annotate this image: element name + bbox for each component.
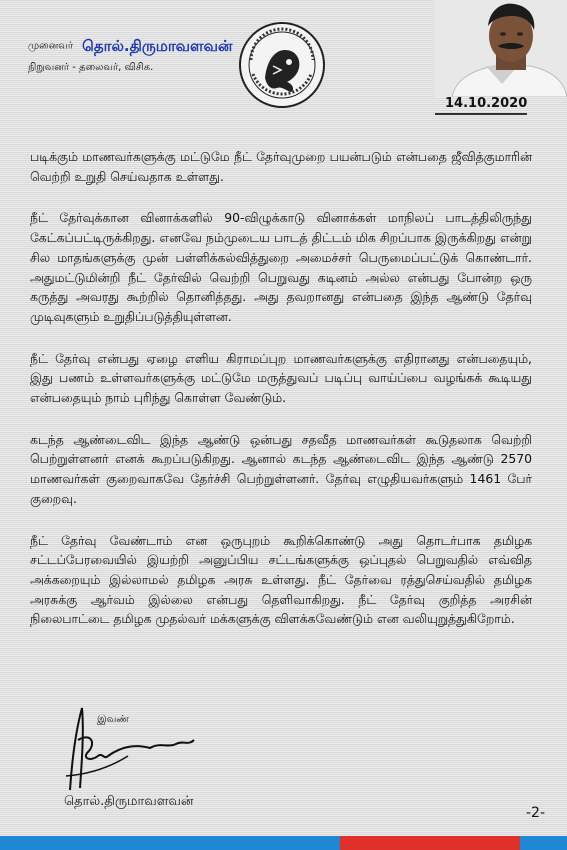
letter-date: 14.10.2020 [445, 96, 528, 111]
paragraph-2: நீட் தேர்வுக்கான வினாக்களில் 90-விழுக்காடு வினாக்கள் மாநிலப் பாடத்திலிருந்து கேட்கப்பட்டிருக்கிறது. எனவே நம்முடைய பாடத் திட்டம் மிக சிறப்பாக இருக்கிறது என்று சில மாதங்களுக்கு முன் பள்ளிக்கல்வித்துறை அமைச்சர் பெருமைப்பட்டுக் கொண்டார். அதுமட்டுமின்றி நீட் தேர்வில் வெற்றி பெறுவது கடினம் அல்ல என்பது போன்ற ஒரு கருத்து அவரது கூற்றில் தொனித்தது. அது தவறானது என்பதை இந்த ஆண்டு தேர்வு முடிவுகளும் உறுதிப்படுத்தியுள்ளன. [30, 210, 532, 324]
signatory-name: தொல்.திருமாவளவன் [64, 794, 194, 809]
author-name: தொல்.திருமாவளவன் [82, 36, 233, 55]
letter-body [30, 147, 532, 651]
handwritten-signature [32, 700, 252, 795]
author-photo [434, 0, 567, 97]
date-underline [435, 113, 527, 115]
letterhead-title [28, 36, 232, 57]
paragraph-3: நீட் தேர்வு என்பது ஏழை எளிய கிராமப்புற மாணவர்களுக்கு எதிரானது என்பதையும், இது பணம் உள்ளவர்களுக்கு மட்டுமே மருத்துவப் படிப்பு வாய்ப்பை வழங்கக் கூடியது என்பதையும் நாம் புரிந்து கொள்ள வேண்டும். [30, 350, 532, 406]
footer-bar-red [340, 836, 520, 850]
footer-bar-blue-left [0, 836, 340, 850]
party-emblem-logo [237, 20, 327, 110]
letterhead [0, 0, 567, 115]
paragraph-5: நீட் தேர்வு வேண்டாம் என ஒருபுறம் கூறிக்கொண்டு அது தொடர்பாக தமிழக சட்டப்பேரவையில் இயற்றி அனுப்பிய சட்டங்களுக்கு ஒப்புதல் பெறுவதில் எவ்வித அக்கறையும் இல்லாமல் தமிழக அரசு உள்ளது. நீட் தேர்வை ரத்துசெய்வதில் தமிழக அரசுக்கு ஆர்வம் இல்லை என்பது தெளிவாகிறது. நீட் தேர்வு குறித்த அரசின் நிலைபாட்டை தமிழக முதல்வர் மக்களுக்கு விளக்கவேண்டும் என வலியுறுத்துகிறோம். [30, 532, 532, 627]
paragraph-1: படிக்கும் மாணவர்களுக்கு மட்டுமே நீட் தேர்வுமுறை பயன்படும் என்பதை ஜீவித்குமாரின் வெற்றி உறுதி செய்வதாக உள்ளது. [30, 149, 532, 184]
paragraph-4: கடந்த ஆண்டைவிட இந்த ஆண்டு ஒன்பது சதவீத மாணவர்கள் கூடுதலாக வெற்றி பெற்றுள்ளனர் எனக் கூறப்படுகிறது. ஆனால் கடந்த ஆண்டைவிட இந்த ஆண்டு 2570 மாணவர்கள் குறைவாகவே தேர்ச்சி பெற்றுள்ளனர். தேர்வு எழுதியவர்களும் 1461 பேர் குறைவு. [30, 431, 532, 506]
page-number: -2- [526, 805, 546, 821]
title-prefix: முனைவர் [28, 40, 74, 52]
signature-caption: இவண் [97, 714, 130, 725]
author-designation: நிறுவனர் - தலைவர், விசிக. [28, 62, 154, 73]
footer-color-bar [0, 836, 567, 850]
footer-bar-blue-right [520, 836, 567, 850]
signature-block [32, 700, 292, 810]
